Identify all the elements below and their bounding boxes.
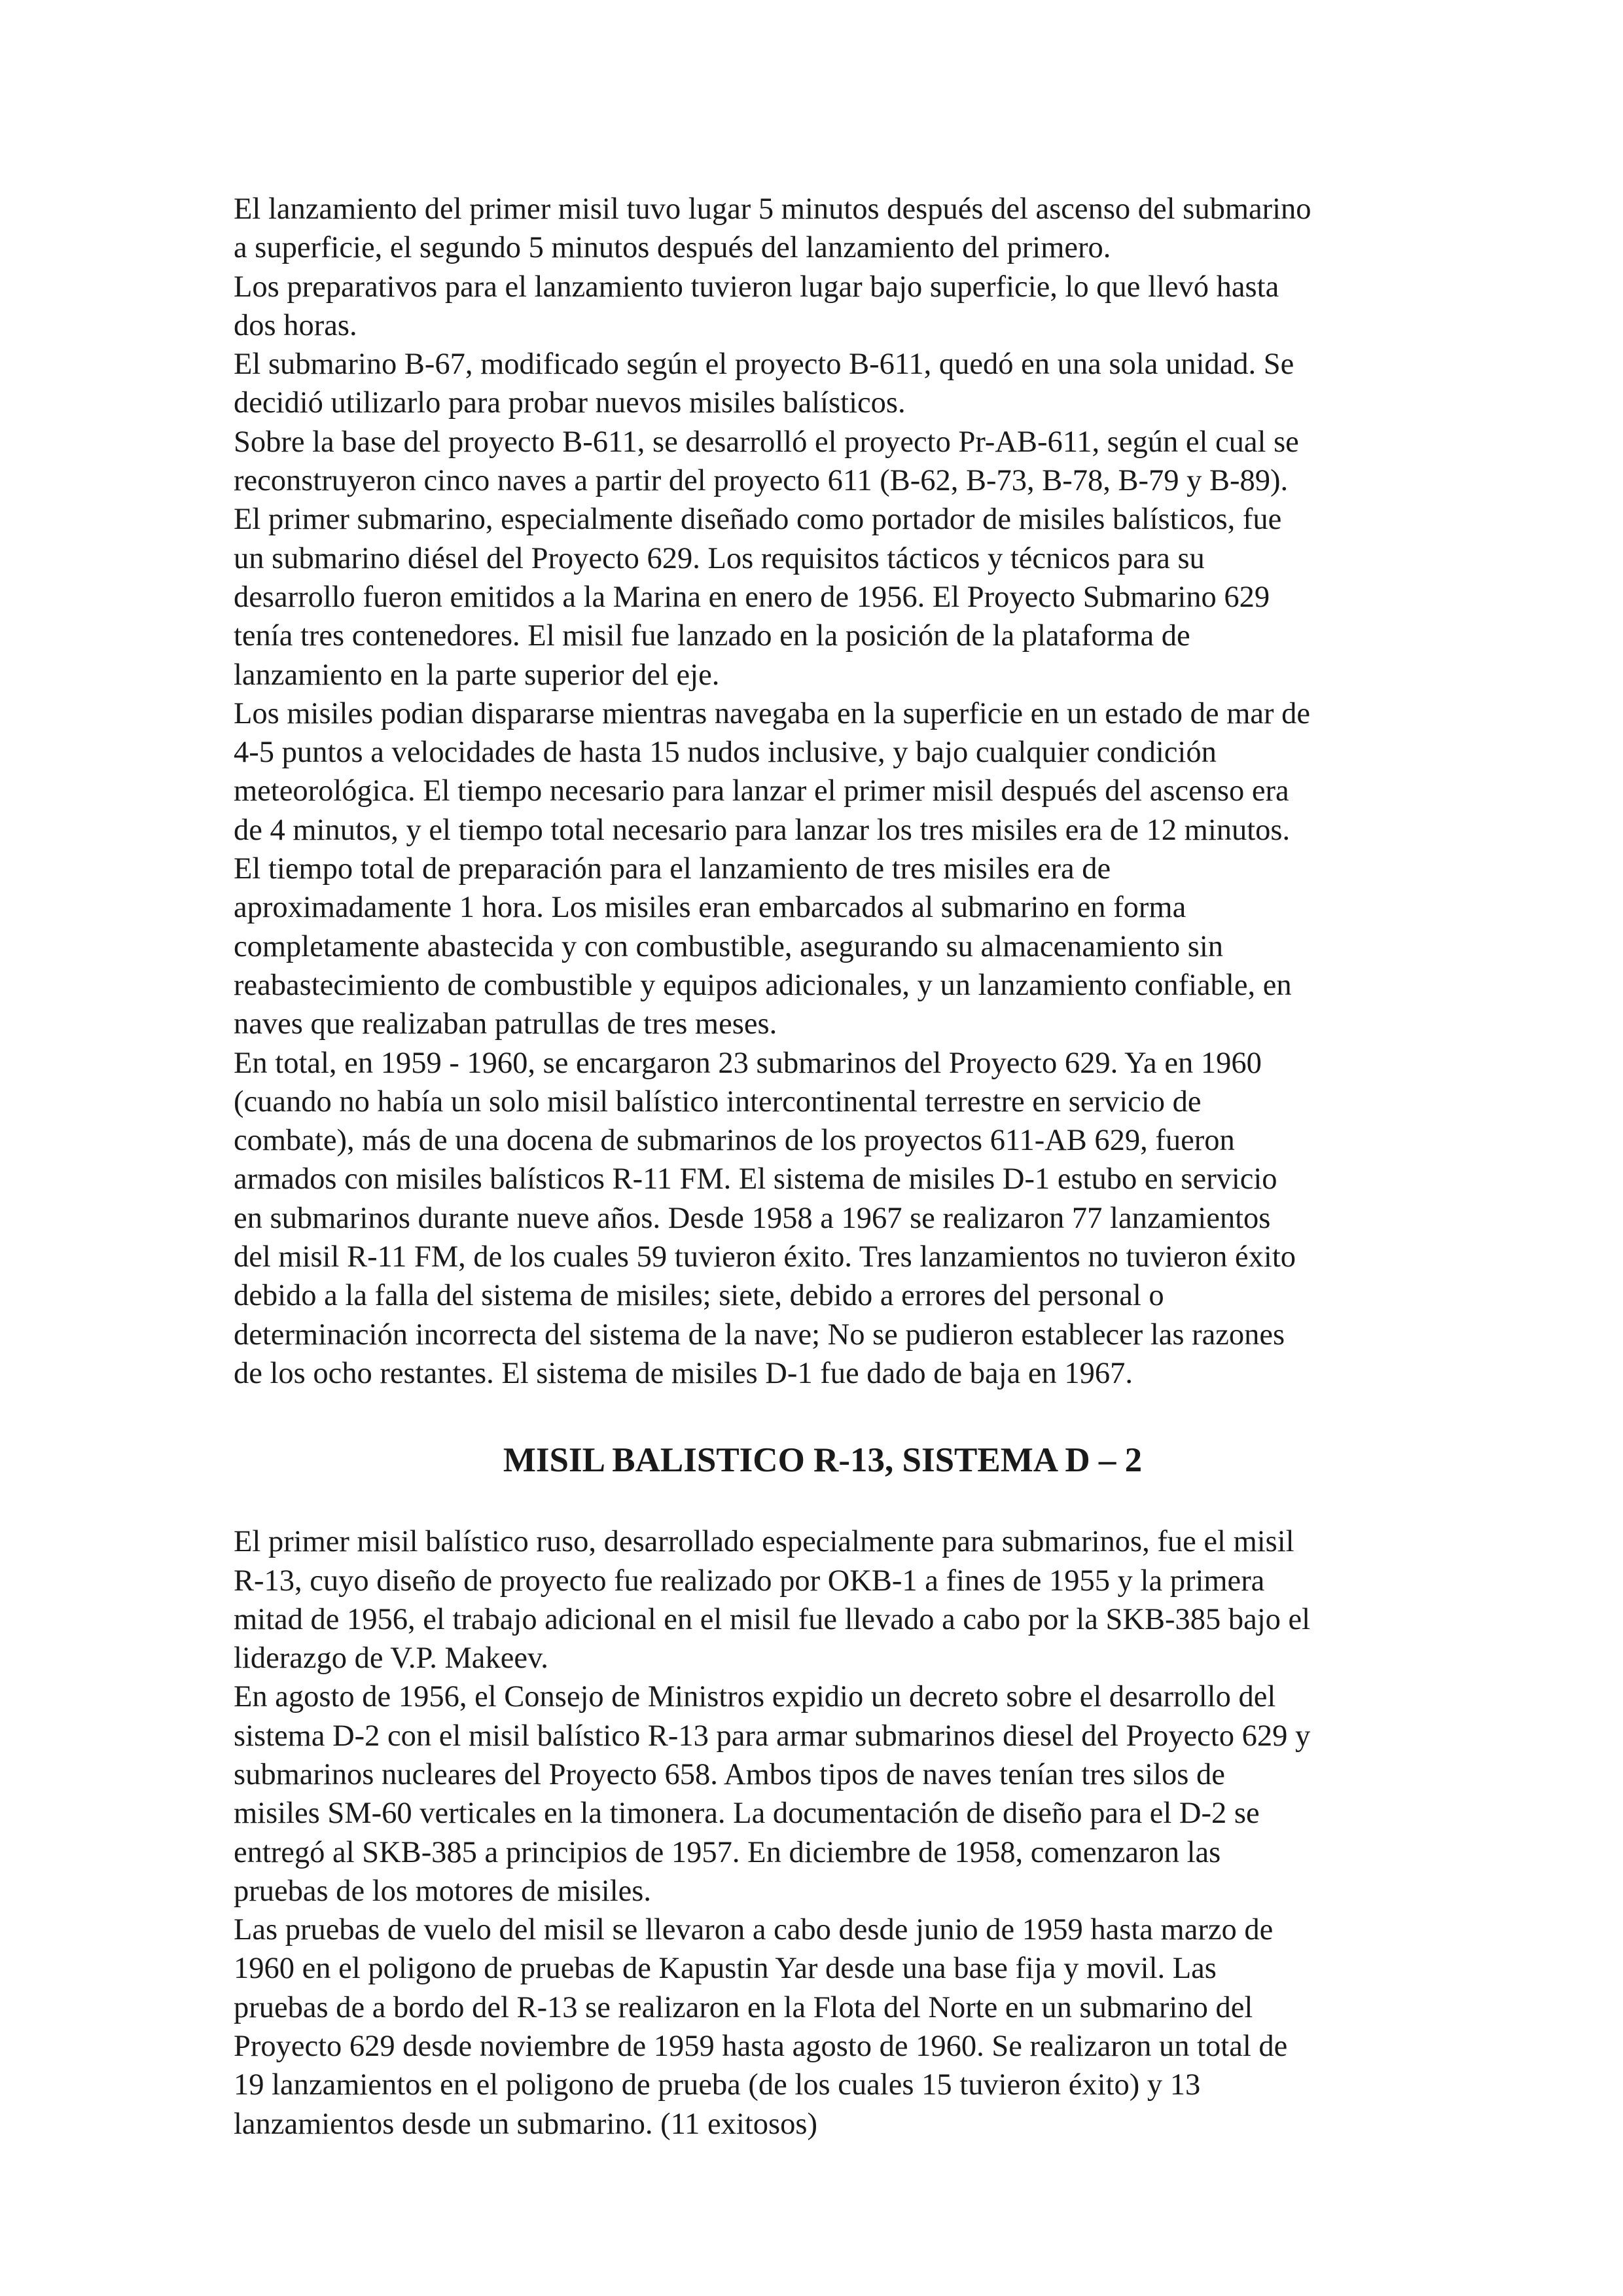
paragraph <box>234 1044 1412 1393</box>
text-line: pruebas de a bordo del R-13 se realizaron en la Flota del Norte en un submarino del <box>234 1990 1253 2024</box>
text-line: en submarinos durante nueve años. Desde 1958 a 1967 se realizaron 77 lanzamientos <box>234 1201 1271 1235</box>
paragraph <box>234 694 1412 1044</box>
text-line: 4-5 puntos a velocidades de hasta 15 nudos inclusive, y bajo cualquier condición <box>234 736 1217 770</box>
text-line: de los ocho restantes. El sistema de misiles D-1 fue dado de baja en 1967. <box>234 1356 1133 1390</box>
text-line: Sobre la base del proyecto B-611, se desarrolló el proyecto Pr-AB-611, según el cual se <box>234 425 1299 459</box>
paragraph <box>234 500 1412 694</box>
paragraph <box>234 1677 1412 1910</box>
paragraph <box>234 345 1412 423</box>
text-line: Proyecto 629 desde noviembre de 1959 hasta agosto de 1960. Se realizaron un total de <box>234 2030 1288 2064</box>
text-line: desarrollo fueron emitidos a la Marina en enero de 1956. El Proyecto Submarino 629 <box>234 580 1270 614</box>
text-line: liderazgo de V.P. Makeev. <box>234 1641 548 1676</box>
text-line: armados con misiles balísticos R-11 FM. El sistema de misiles D-1 estubo en servicio <box>234 1162 1277 1196</box>
text-line: misiles SM-60 verticales en la timonera. La documentación de diseño para el D-2 se <box>234 1797 1260 1831</box>
text-line: El primer submarino, especialmente diseñado como portador de misiles balísticos, fue <box>234 503 1282 537</box>
text-line: Los misiles podian dispararse mientras navegaba en la superficie en un estado de mar de <box>234 696 1311 730</box>
text-line: tenía tres contenedores. El misil fue lanzado en la posición de la plataforma de <box>234 619 1190 653</box>
text-line: naves que realizaban patrullas de tres meses. <box>234 1007 777 1041</box>
text-line: de 4 minutos, y el tiempo total necesario para lanzar los tres misiles era de 12 minutos. <box>234 813 1291 847</box>
text-line: 19 lanzamientos en el poligono de prueba (de los cuales 15 tuvieron éxito) y 13 <box>234 2068 1201 2102</box>
paragraph <box>234 190 1412 268</box>
text-line: combate), más de una docena de submarinos de los proyectos 611-AB 629, fueron <box>234 1124 1235 1158</box>
text-line: Los preparativos para el lanzamiento tuvieron lugar bajo superficie, lo que llevó hasta <box>234 270 1279 304</box>
section-heading: MISIL BALISTICO R-13, SISTEMA D – 2 <box>503 1441 1143 1480</box>
text-line: reabastecimiento de combustible y equipos adicionales, y un lanzamiento confiable, en <box>234 968 1292 1002</box>
text-line: En agosto de 1956, el Consejo de Ministros expidio un decreto sobre el desarrollo del <box>234 1680 1276 1714</box>
text-line: El lanzamiento del primer misil tuvo lugar 5 minutos después del ascenso del submarino <box>234 192 1311 226</box>
text-line: submarinos nucleares del Proyecto 658. Ambos tipos de naves tenían tres silos de <box>234 1757 1225 1791</box>
text-line: En total, en 1959 - 1960, se encargaron 23 submarinos del Proyecto 629. Ya en 1960 <box>234 1046 1262 1080</box>
text-line: Las pruebas de vuelo del misil se llevaron a cabo desde junio de 1959 hasta marzo de <box>234 1913 1274 1947</box>
text-line: dos horas. <box>234 308 357 342</box>
text-line: a superficie, el segundo 5 minutos después del lanzamiento del primero. <box>234 231 1111 265</box>
paragraph <box>234 1522 1412 1677</box>
text-line: El submarino B-67, modificado según el proyecto B-611, quedó en una sola unidad. Se <box>234 348 1294 382</box>
text-line: debido a la falla del sistema de misiles; siete, debido a errores del personal o <box>234 1279 1164 1313</box>
text-line: reconstruyeron cinco naves a partir del proyecto 611 (B-62, B-73, B-78, B-79 y B-89). <box>234 464 1289 498</box>
text-line: lanzamiento en la parte superior del eje. <box>234 658 720 692</box>
text-line: meteorológica. El tiempo necesario para lanzar el primer misil después del ascenso era <box>234 774 1289 808</box>
text-line: determinación incorrecta del sistema de la nave; No se pudieron establecer las razones <box>234 1318 1285 1352</box>
text-line: completamente abastecida y con combustible, asegurando su almacenamiento sin <box>234 929 1224 963</box>
text-line: un submarino diésel del Proyecto 629. Los requisitos tácticos y técnicos para su <box>234 541 1205 575</box>
paragraph <box>234 423 1412 501</box>
section-d1-history <box>234 190 1412 1393</box>
text-line: sistema D-2 con el misil balístico R-13 para armar submarinos diesel del Proyecto 629 y <box>234 1719 1311 1753</box>
paragraph <box>234 1910 1412 2144</box>
text-line: decidió utilizarlo para probar nuevos misiles balísticos. <box>234 386 906 420</box>
text-line: entregó al SKB-385 a principios de 1957. En diciembre de 1958, comenzaron las <box>234 1835 1221 1869</box>
text-line: pruebas de los motores de misiles. <box>234 1874 651 1908</box>
text-line: lanzamientos desde un submarino. (11 exitosos) <box>234 2107 817 2141</box>
text-line: aproximadamente 1 hora. Los misiles eran embarcados al submarino en forma <box>234 891 1186 925</box>
section-r13-missile <box>234 1522 1412 2144</box>
text-line: 1960 en el poligono de pruebas de Kapustin Yar desde una base fija y movil. Las <box>234 1952 1217 1986</box>
text-line: (cuando no había un solo misil balístico intercontinental terrestre en servicio de <box>234 1085 1202 1119</box>
text-line: El tiempo total de preparación para el lanzamiento de tres misiles era de <box>234 852 1111 886</box>
text-line: mitad de 1956, el trabajo adicional en el misil fue llevado a cabo por la SKB-385 bajo el <box>234 1602 1311 1636</box>
document-page <box>234 190 1412 2144</box>
text-line: R-13, cuyo diseño de proyecto fue realizado por OKB-1 a fines de 1955 y la primera <box>234 1564 1265 1598</box>
paragraph <box>234 268 1412 346</box>
text-line: del misil R-11 FM, de los cuales 59 tuvieron éxito. Tres lanzamientos no tuvieron éxito <box>234 1240 1296 1274</box>
text-line: El primer misil balístico ruso, desarrollado especialmente para submarinos, fue el misil <box>234 1525 1294 1559</box>
